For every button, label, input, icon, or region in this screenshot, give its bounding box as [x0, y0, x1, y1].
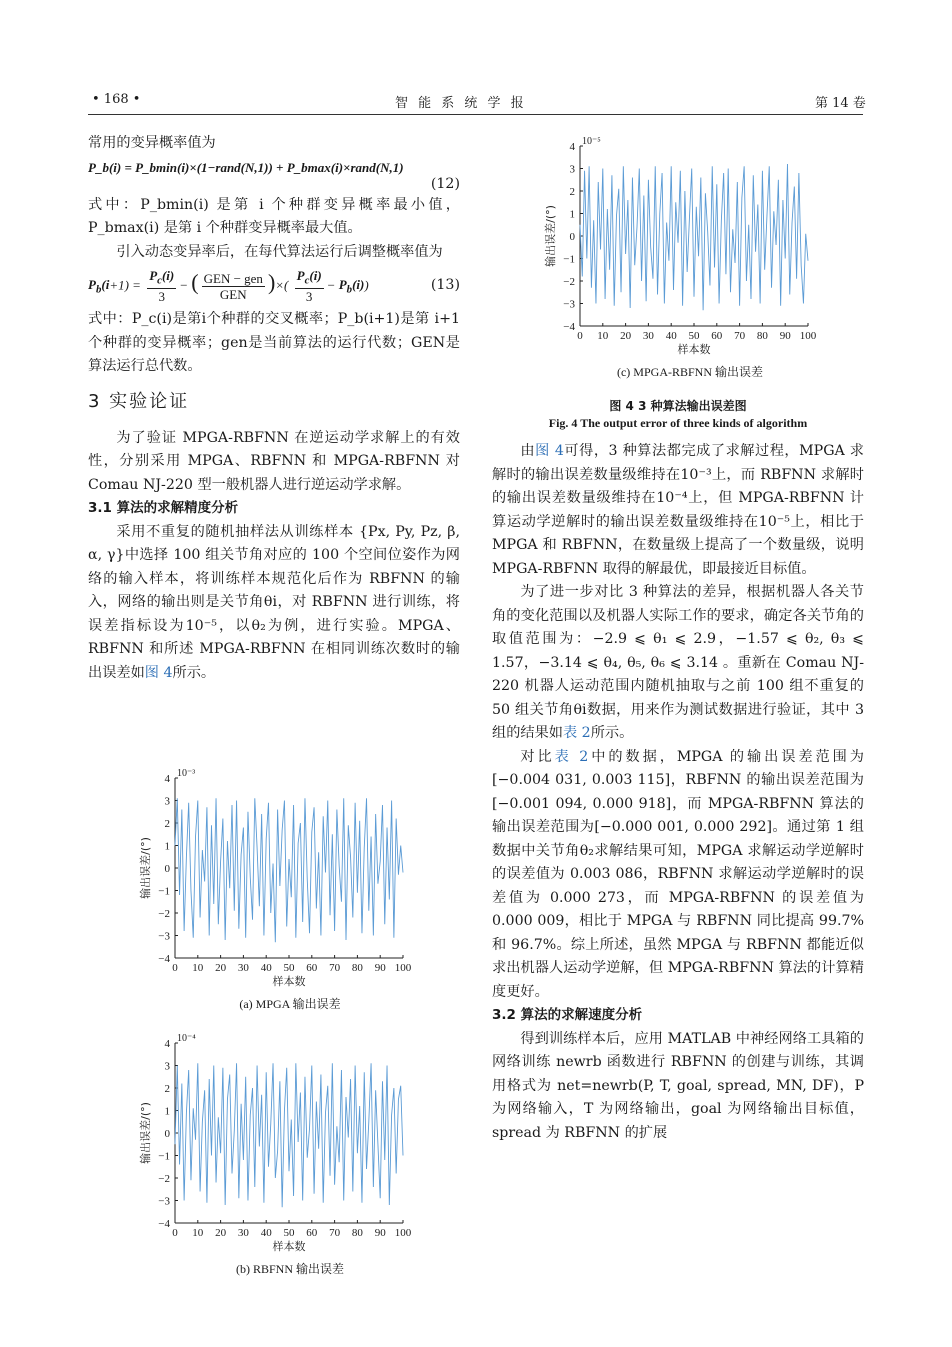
series-line [580, 164, 808, 310]
x-tick-label: 60 [711, 330, 723, 342]
x-tick-label: 10 [192, 1227, 204, 1239]
y-tick-label: −2 [158, 1173, 170, 1185]
x-tick-label: 80 [351, 962, 363, 974]
figure-caption-cn: 图 4 3 种算法输出误差图 [609, 399, 747, 413]
y-tick-label: 0 [569, 231, 575, 243]
chart-svg [545, 138, 815, 360]
x-tick-label: 40 [260, 1227, 272, 1239]
x-tick-label: 100 [799, 330, 817, 342]
chart-caption: (c) MPGA-RBFNN 输出误差 [616, 365, 763, 379]
x-axis-label: 样本数 [677, 343, 711, 356]
x-tick-label: 70 [734, 330, 746, 342]
y-axis-label: 输出误差/(°) [139, 837, 152, 899]
chart-mpga-error [140, 770, 410, 992]
equation-number: (12) [430, 175, 460, 192]
y-tick-label: 4 [164, 1038, 170, 1050]
y-tick-label: −1 [158, 885, 170, 898]
volume-label: 第 14 卷 [815, 96, 866, 111]
y-axis-label: 输出误差/(°) [544, 205, 557, 267]
x-tick-label: 100 [394, 962, 412, 974]
equation-text: P_b(i) = P_bmin(i)×(1−rand(N,1)) + P_bmax(i)×rand(N,1) [88, 159, 404, 175]
right-column [492, 440, 864, 1145]
x-tick-label: 20 [215, 962, 227, 974]
x-tick-label: 90 [374, 1227, 386, 1239]
y-tick-label: 2 [164, 1083, 170, 1095]
y-tick-label: −3 [563, 298, 575, 311]
y-tick-label: 1 [569, 208, 575, 221]
paragraph: 常用的变异概率值为 [88, 135, 216, 151]
x-tick-label: 40 [665, 330, 677, 342]
page-number: • 168 • [92, 92, 141, 107]
x-tick-label: 0 [172, 1227, 178, 1239]
axis-exponent: 10⁻³ [177, 768, 196, 779]
y-tick-label: 4 [569, 141, 575, 153]
x-tick-label: 0 [172, 962, 178, 974]
paragraph-text: 对比 [520, 748, 555, 765]
figure-caption-en: Fig. 4 The output error of three kinds of algorithm [548, 416, 808, 430]
paragraph-text: 可得，3 种算法都完成了求解过程，MPGA 求解时的输出误差数量级维持在10⁻³上，而 RBFNN 求解时的输出误差数量级维持在10⁻⁴上，但 MPGA-RBFNN 计算运动学逆解时的输出误差数量级维持在10⁻⁵上，相比于 MPGA 和 RBFNN，在数量级上提高了一个数量级，说明 MPGA-RBFNN 取得的解最优，即最接近目标值。 [492, 443, 864, 577]
paragraph: 式中：P_c(i)是第i个种群的交叉概率；P_b(i+1)是第 i+1个种群的变异概率；gen是当前算法的运行代数；GEN是算法运行总代数。 [88, 311, 460, 374]
section-heading: 3 实验论证 [88, 390, 190, 412]
x-tick-label: 40 [260, 962, 272, 974]
x-tick-label: 30 [237, 962, 249, 974]
series-line [175, 1063, 403, 1207]
chart-svg [140, 770, 410, 992]
x-tick-label: 10 [597, 330, 609, 342]
x-tick-label: 50 [283, 1227, 295, 1239]
paragraph: 式中：P_bmin(i) 是第 i 个种群变异概率最小值，P_bmax(i) 是第 i 个种群变异概率最大值。 [88, 196, 460, 236]
chart-rbfnn-error [140, 1035, 410, 1257]
chart-svg [140, 1035, 410, 1257]
y-axis-label: 输出误差/(°) [139, 1102, 152, 1164]
y-tick-label: 0 [164, 863, 170, 875]
paragraph [492, 746, 864, 1005]
x-tick-label: 0 [577, 330, 583, 342]
x-tick-label: 50 [283, 962, 295, 974]
y-tick-label: −3 [158, 930, 170, 943]
equation-13 [88, 264, 460, 308]
y-tick-label: 1 [164, 840, 170, 853]
y-tick-label: 2 [164, 818, 170, 830]
y-tick-label: 3 [569, 163, 575, 176]
left-column [88, 132, 460, 685]
paragraph-text: 所示。 [590, 725, 634, 741]
paragraph-text: 由 [520, 443, 536, 459]
chart-mpga-rbfnn-error [545, 138, 815, 360]
paragraph [88, 521, 460, 686]
y-tick-label: 4 [164, 773, 170, 785]
figure-link[interactable]: 图 4 [144, 664, 173, 681]
paragraph-text: 采用不重复的随机抽样法从训练样本 {Px, Py, Pz, β, α, γ}中选择 100 组关节角对应的 100 个空间位姿作为网络的输入样本，将训练样本规范化后作为 RBFNN 的输入，网络的输出则是关节角θi，对 RBFNN 进行训练，将误差指标设为10⁻⁵，以θ₂为例，进行实验。MPGA、RBFNN 和所述 MPGA-RBFNN 在相同训练次数时的输出误差如 [88, 523, 460, 681]
paragraph-text: 中的数据，MPGA 的输出误差范围为[−0.004 031, 0.003 115]，RBFNN 的输出误差范围为[−0.001 094, 0.000 918]，而 MPGA-RBFNN 算法的输出误差范围为[−0.000 001, 0.000 292]。通过第 1 组数据中关节角θ₂求解结果可知，MPGA 求解运动学逆解时的误差值为 0.003 086，RBFNN 求解运动学逆解时的误差值为 0.000 273，而 MPGA-RBFNN 的误差值为 0.000 009，相比于 MPGA 与 RBFNN 同比提高 99.7% 和 96.7%。综上所述，虽然 MPGA 与 RBFNN 都能近似求出机器人运动学逆解，但 MPGA-RBFNN 算法的计算精度更好。 [492, 748, 864, 1000]
y-tick-label: −4 [563, 321, 575, 333]
x-tick-label: 90 [374, 962, 386, 974]
x-tick-label: 90 [779, 330, 791, 342]
paragraph-text: 为了进一步对比 3 种算法的差异，根据机器人各关节角的变化范围以及机器人实际工作的要求，确定各关节角的取值范围为：−2.9 ⩽ θ₁ ⩽ 2.9，−1.57 ⩽ θ₂, θ₃ ⩽ 1.57，−3.14 ⩽ θ₄, θ₅, θ₆ ⩽ 3.14 。重新在 Comau NJ-220 机器人运动范围内随机抽取与之前 100 组不重复的 50 组关节角θi数据，用来作为测试数据进行验证，其中 3 组的结果如 [492, 584, 864, 741]
y-tick-label: −2 [563, 276, 575, 288]
equation-text: $P_b(i+1)$ = $\frac{P_c(i)}{3}$ − ( $\frac{\text{GEN − gen}}{\text{GEN}}$ )×( $\frac{P_c(i)}{3}$ − $P_b(i)$) [88, 267, 369, 305]
subsection-heading: 3.1 算法的求解精度分析 [88, 500, 239, 516]
y-tick-label: −4 [158, 1218, 170, 1230]
x-tick-label: 20 [215, 1227, 227, 1239]
table-link[interactable]: 表 2 [562, 725, 591, 741]
x-tick-label: 10 [192, 962, 204, 974]
y-tick-label: −1 [563, 253, 575, 266]
chart-caption: (a) MPGA 输出误差 [239, 997, 341, 1011]
y-tick-label: 0 [164, 1128, 170, 1140]
x-tick-label: 20 [620, 330, 632, 342]
x-tick-label: 30 [642, 330, 654, 342]
paragraph [492, 440, 864, 581]
figure-link[interactable]: 图 4 [535, 443, 564, 459]
axis-exponent: 10⁻⁵ [582, 136, 601, 147]
y-tick-label: −2 [158, 908, 170, 920]
y-tick-label: 1 [164, 1105, 170, 1118]
x-tick-label: 100 [394, 1227, 412, 1239]
x-tick-label: 80 [351, 1227, 363, 1239]
subsection-heading: 3.2 算法的求解速度分析 [492, 1007, 643, 1023]
series-line [175, 798, 403, 942]
x-tick-label: 30 [237, 1227, 249, 1239]
axis-exponent: 10⁻⁴ [177, 1033, 196, 1044]
paragraph [492, 581, 864, 746]
y-tick-label: 2 [569, 186, 575, 198]
paragraph: 为了验证 MPGA-RBFNN 在逆运动学求解上的有效性，分别采用 MPGA、RBFNN 和 MPGA-RBFNN 对 Comau NJ-220 型一般机器人进行逆运动学求解。 [88, 429, 460, 493]
y-tick-label: −4 [158, 953, 170, 965]
equation-number: (13) [430, 277, 460, 294]
x-tick-label: 80 [756, 330, 768, 342]
chart-caption: (b) RBFNN 输出误差 [235, 1262, 344, 1276]
x-tick-label: 70 [329, 1227, 341, 1239]
x-tick-label: 70 [329, 962, 341, 974]
y-tick-label: −1 [158, 1150, 170, 1163]
paragraph: 引入动态变异率后，在每代算法运行后调整概率值为 [116, 243, 443, 260]
header-rule [88, 114, 863, 115]
journal-title: 智 能 系 统 学 报 [395, 96, 527, 111]
y-tick-label: 3 [164, 795, 170, 808]
paragraph-text: 所示。 [172, 664, 216, 681]
x-tick-label: 60 [306, 1227, 318, 1239]
y-tick-label: 3 [164, 1060, 170, 1073]
x-axis-label: 样本数 [272, 1240, 306, 1253]
y-tick-label: −3 [158, 1195, 170, 1208]
x-tick-label: 50 [688, 330, 700, 342]
table-link[interactable]: 表 2 [554, 748, 589, 765]
paragraph: 得到训练样本后，应用 MATLAB 中神经网络工具箱的网络训练 newrb 函数进行 RBFNN 的创建与训练，其调用格式为 net=newrb(P, T, goal, spread, MN, DF)，P 为网络输入，T 为网络输出，goal 为网络输出目标值，spread 为 RBFNN 的扩展 [492, 1030, 864, 1141]
x-axis-label: 样本数 [272, 975, 306, 988]
x-tick-label: 60 [306, 962, 318, 974]
